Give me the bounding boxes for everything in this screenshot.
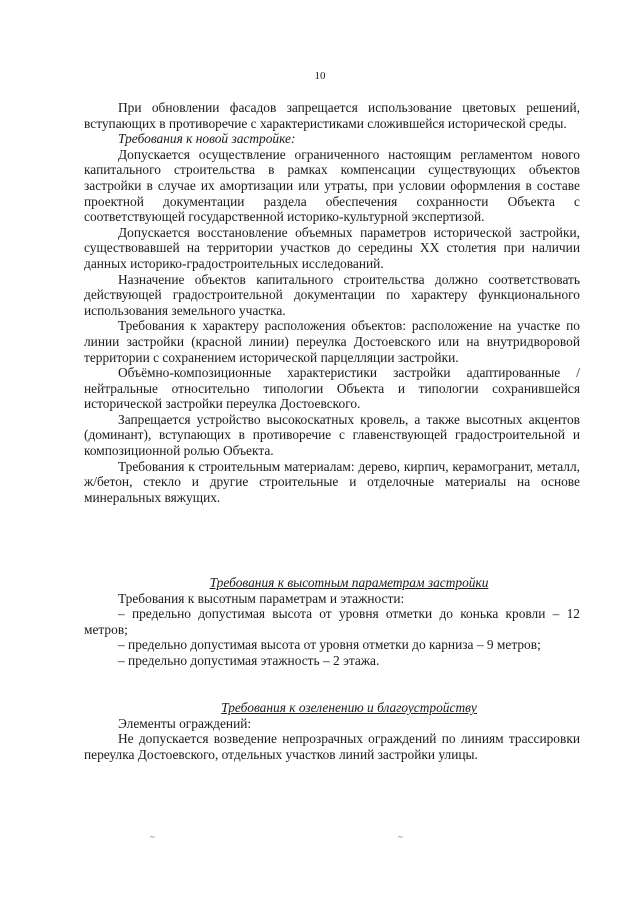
facade-and-new-building-section [84,100,580,505]
scan-mark-left: ~ [150,832,155,842]
height-parameters-heading: Требования к высотным параметрам застройки [209,575,489,590]
paragraph-new-construction: Допускается осуществление ограниченного настоящим регламентом нового капитального строительства в рамках компенсации существующих объектов застройки в случае их амортизации или утраты, при условии оформления в составе проектной документации раздела обеспечения сохранности Объекта с соответствующей государственной историко-культурной экспертизой. [84,146,580,225]
landscaping-heading: Требования к озеленению и благоустройству [221,700,477,715]
paragraph-purpose: Назначение объектов капитального строительства должно соответствовать действующей градостроительной документации по характеру функционального использования земельного участка. [84,271,580,318]
page-number: 10 [314,70,326,82]
paragraph-facade-colors: При обновлении фасадов запрещается использование цветовых решений, вступающих в противоречие с характеристиками сложившейся исторической среды. [84,100,580,131]
paragraph-roofs: Запрещается устройство высокоскатных кровель, а также высотных акцентов (доминант), вступающих в противоречие с главенствующей градостроительной и композиционной ролью Объекта. [84,411,580,459]
paragraph-materials: Требования к строительным материалам: дерево, кирпич, керамогранит, металл, ж/бетон, стекло и другие строительные и отделочные материалы на основе минеральных вяжущих. [84,458,580,505]
height-limit-ridge: – предельно допустимая высота от уровня отметки до конька кровли – 12 метров; [84,606,580,637]
paragraph-placement: Требования к характеру расположения объектов: расположение на участке по линии застройки (красной линии) переулка Достоевского или на внутридворовой территории с сохранением исторической парцелляции застройки. [84,318,580,365]
landscaping-section [84,700,580,762]
paragraph-composition: Объёмно-композиционные характеристики застройки адаптированные /нейтральные относительно типологии Объекта и типологии сохранившейся исторической застройки переулка Достоевского. [84,365,580,412]
paragraph-restoration: Допускается восстановление объемных параметров исторической застройки, существовавшей на территории участков до середины ХХ столетия при наличии данных историко-градостроительных исследований. [84,224,580,271]
floor-limit: – предельно допустимая этажность – 2 этажа. [118,652,380,668]
height-parameters-intro: Требования к высотным параметрам и этажности: [118,590,405,606]
scan-mark-right: ~ [398,832,403,842]
height-parameters-section [84,575,580,669]
height-limit-eaves: – предельно допустимая высота от уровня отметки до карниза – 9 метров; [118,637,541,653]
fences-intro: Элементы ограждений: [118,715,252,731]
new-building-heading: Требования к новой застройке: [118,131,296,147]
paragraph-fences: Не допускается возведение непрозрачных ограждений по линиям трассировки переулка Достоевского, отдельных участков линий застройки улицы. [84,731,580,762]
